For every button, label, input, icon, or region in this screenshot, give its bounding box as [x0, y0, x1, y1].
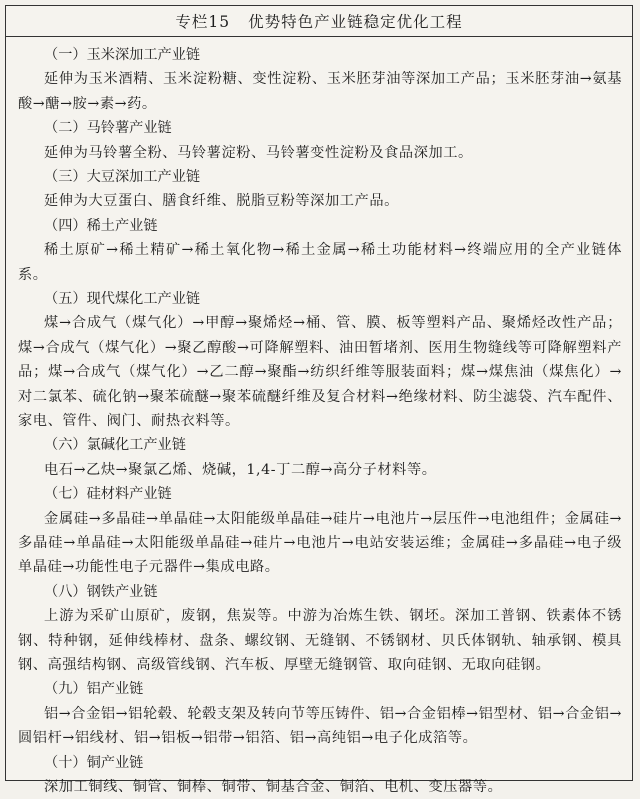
column-label: 专栏15: [175, 13, 231, 31]
section-body-coal-chemical: 煤→合成气（煤气化）→甲醇→聚烯烃→桶、管、膜、板等塑料产品、聚烯烃改性产品；煤→合成气（煤气化）→聚乙醇酸→可降解塑料、油田暂堵剂、医用生物缝线等可降解塑料产品；煤→合成气（煤气化）→乙二醇→聚酯→纺织纤维等服装面料；煤→煤焦油（煤焦化）→对二氯苯、硫化钠→聚苯硫醚→聚苯硫醚纤维及复合材料→绝缘材料、防尘滤袋、汽车配件、家电、管件、阀门、耐热衣料等。: [18, 315, 622, 430]
section-title-copper: （十）铜产业链: [44, 754, 144, 771]
section-body-copper: 深加工铜线、铜管、铜棒、铜带、铜基合金、铜箔、电机、变压器等。: [44, 779, 503, 796]
section-title-rare-earth: （四）稀土产业链: [44, 217, 158, 234]
feature-panel: [5, 5, 633, 796]
section-body-rare-earth: 稀土原矿→稀土精矿→稀土氧化物→稀土金属→稀土功能材料→终端应用的全产业链体系。: [18, 242, 622, 283]
section-body-aluminum: 铝→合金铝→铝轮毂、轮毂支架及转向节等压铸件、铝→合金铝棒→铝型材、铝→合金铝→圆铝杆→铝线材、铝→铝板→铝带→铝箔、铝→高纯铝→电子化成箔等。: [18, 705, 622, 747]
section-body-steel: 上游为采矿山原矿，废钢，焦炭等。中游为冶炼生铁、钢坯。深加工普钢、铁素体不锈钢、特种钢，延伸线棒材、盘条、螺纹钢、无缝钢、不锈钢材、贝氏体钢轨、轴承钢、模具钢、高强结构钢、高级管线钢、汽车板、厚壁无缝钢管、取向硅钢、无取向硅钢。: [18, 608, 622, 674]
section-body-soybean: 延伸为大豆蛋白、膳食纤维、脱脂豆粉等深加工产品。: [44, 193, 399, 210]
section-title-potato: （二）马铃薯产业链: [44, 120, 172, 137]
panel-header: [6, 6, 632, 37]
section-title-coal-chemical: （五）现代煤化工产业链: [44, 291, 201, 307]
panel-title: 优势特色产业链稳定优化工程: [248, 13, 463, 31]
panel-content: [6, 37, 632, 799]
section-title-silicon: （七）硅材料产业链: [44, 486, 172, 503]
section-title-steel: （八）钢铁产业链: [44, 583, 158, 600]
section-body-silicon: 金属硅→多晶硅→单晶硅→太阳能级单晶硅→硅片→电池片→层压件→电池组件；金属硅→多晶硅→单晶硅→太阳能级单晶硅→硅片→电池片→电站安装运维；金属硅→多晶硅→电子级单晶硅→功能性电子元器件→集成电路。: [18, 510, 622, 576]
section-title-soybean: （三）大豆深加工产业链: [44, 169, 201, 185]
section-body-chlor-alkali: 电石→乙炔→聚氯乙烯、烧碱，1,4-丁二醇→高分子材料等。: [44, 461, 437, 478]
section-title-corn: （一）玉米深加工产业链: [44, 47, 201, 63]
section-body-corn: 延伸为玉米酒精、玉米淀粉糖、变性淀粉、玉米胚芽油等深加工产品；玉米胚芽油→氨基酸→醣→胺→素→药。: [18, 71, 622, 112]
section-body-potato: 延伸为马铃薯全粉、马铃薯淀粉、马铃薯变性淀粉及食品深加工。: [44, 144, 473, 161]
section-title-aluminum: （九）铝产业链: [44, 681, 144, 698]
section-title-chlor-alkali: （六）氯碱化工产业链: [44, 437, 186, 454]
